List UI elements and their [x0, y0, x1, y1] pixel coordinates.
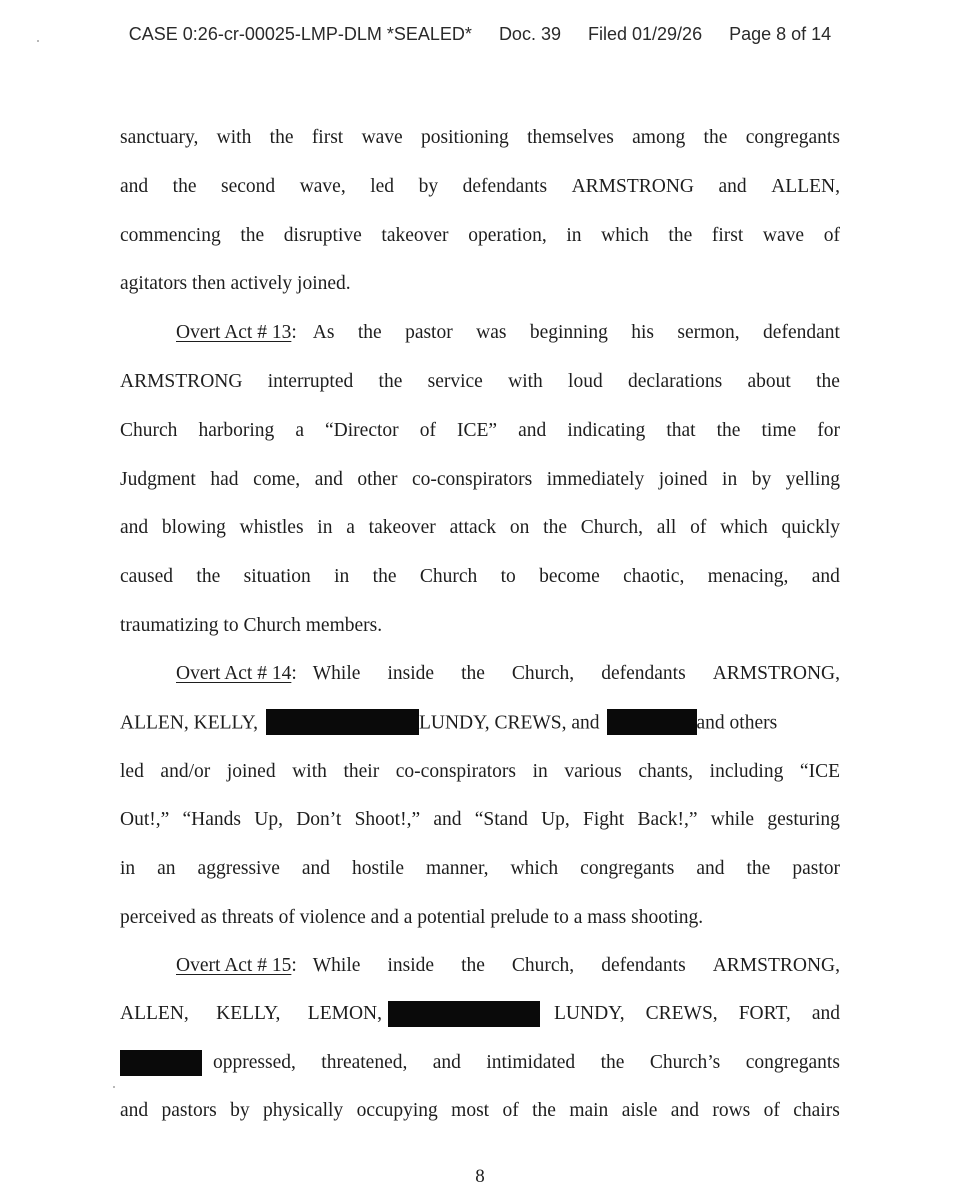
text-line — [120, 857, 840, 881]
text-line — [120, 1099, 840, 1123]
text-line — [120, 808, 840, 832]
text-line — [120, 760, 840, 784]
word: whistles — [239, 517, 304, 538]
word: chairs — [793, 1100, 840, 1121]
word: that — [666, 420, 696, 441]
word: Church’s — [649, 1052, 721, 1073]
word: “Director — [325, 420, 399, 441]
word: Church — [419, 566, 478, 587]
word: the — [461, 955, 485, 976]
word: time — [761, 420, 797, 441]
word: Back!,” — [637, 809, 698, 830]
text-line — [120, 175, 840, 199]
word: blowing — [161, 517, 226, 538]
word: congregants — [745, 127, 840, 148]
word: which — [720, 517, 768, 538]
word: and — [120, 176, 149, 197]
word: ALLEN, — [771, 176, 840, 197]
word: the — [378, 371, 403, 392]
word: gesturing — [767, 809, 840, 830]
word: LEMON, — [307, 1003, 382, 1024]
word: As — [312, 322, 335, 343]
text-line — [120, 126, 840, 150]
word: of — [690, 517, 707, 538]
word: hostile — [351, 858, 404, 879]
overt-act-heading: Overt Act # 14: — [176, 663, 297, 684]
word: takeover — [381, 225, 449, 246]
word: the — [172, 176, 197, 197]
word: joined — [658, 469, 708, 490]
word: wave — [762, 225, 805, 246]
word: the — [816, 371, 840, 392]
word: operation, — [468, 225, 547, 246]
word: the — [600, 1052, 625, 1073]
word: loud — [568, 371, 603, 392]
word: takeover — [368, 517, 436, 538]
word: of — [419, 420, 436, 441]
word: the — [532, 1100, 556, 1121]
word: Fight — [583, 809, 625, 830]
word: themselves — [527, 127, 614, 148]
word: second — [221, 176, 276, 197]
word: sanctuary, — [120, 127, 199, 148]
word: on — [509, 517, 530, 538]
page-number: 8 — [475, 1166, 485, 1187]
word: most — [451, 1100, 490, 1121]
word: become — [539, 566, 600, 587]
word: the — [746, 858, 771, 879]
word: with — [508, 371, 543, 392]
text-line — [120, 516, 840, 540]
word: LUNDY, — [554, 1003, 625, 1024]
word: a — [346, 517, 355, 538]
word: about — [747, 371, 791, 392]
word: and — [670, 1100, 699, 1121]
word: commencing — [120, 225, 221, 246]
filed-date: Filed 01/29/26 — [588, 24, 703, 44]
text-line — [120, 419, 840, 443]
word: and — [433, 809, 462, 830]
word: wave, — [299, 176, 346, 197]
word: the — [668, 225, 693, 246]
word: ARMSTRONG, — [712, 663, 840, 684]
word: the — [372, 566, 397, 587]
word: immediately — [546, 469, 645, 490]
word: and — [120, 517, 149, 538]
text-line — [120, 468, 840, 492]
word: including — [709, 761, 784, 782]
page-of-total: Page 8 of 14 — [729, 24, 832, 44]
word: led — [370, 176, 395, 197]
word: pastor — [405, 322, 453, 343]
word: which — [601, 225, 649, 246]
word: and — [301, 858, 330, 879]
word: of — [502, 1100, 519, 1121]
word: pastors — [161, 1100, 217, 1121]
word: and — [432, 1052, 461, 1073]
word: co-conspirators — [412, 469, 533, 490]
redaction-block — [388, 1001, 540, 1027]
word: “Stand — [474, 809, 528, 830]
word: his — [631, 322, 654, 343]
word: a — [295, 420, 304, 441]
word: rows — [712, 1100, 751, 1121]
word: with — [216, 127, 252, 148]
word: and — [120, 1100, 149, 1121]
word: Out!,” — [120, 809, 170, 830]
word: harboring — [198, 420, 275, 441]
word: come, — [253, 469, 301, 490]
word: ICE” — [456, 420, 498, 441]
word: in — [722, 469, 738, 490]
word: Shoot!,” — [354, 809, 421, 830]
text-line: traumatizing to Church members. — [120, 615, 383, 636]
text-line: perceived as threats of violence and a potential prelude to a mass shooting. — [120, 907, 704, 928]
word: and — [314, 469, 343, 490]
word: aggressive — [197, 858, 280, 879]
word: which — [510, 858, 559, 879]
word: aisle — [621, 1100, 658, 1121]
word: the — [716, 420, 741, 441]
word: attack — [449, 517, 497, 538]
word: interrupted — [267, 371, 354, 392]
word: main — [569, 1100, 609, 1121]
word: oppressed, — [213, 1052, 296, 1073]
word: and/or — [160, 761, 211, 782]
word: occupying — [356, 1100, 438, 1121]
word: ALLEN, — [120, 1003, 189, 1024]
word: defendants — [601, 663, 686, 684]
word: with — [292, 761, 327, 782]
word: ARMSTRONG, — [712, 955, 840, 976]
word: of — [823, 225, 840, 246]
word: sermon, — [677, 322, 740, 343]
text-line-with-redactions — [120, 1001, 840, 1027]
word: of — [763, 1100, 780, 1121]
word: Up, — [254, 809, 283, 830]
text-line — [120, 370, 840, 394]
word: defendants — [601, 955, 686, 976]
word: the — [543, 517, 567, 538]
word: for — [817, 420, 840, 441]
overt-act-15-first-line — [176, 954, 840, 978]
word: caused — [120, 566, 174, 587]
word: Church, — [580, 517, 644, 538]
word: the — [269, 127, 294, 148]
word: “ICE — [799, 761, 840, 782]
overt-act-heading: Overt Act # 13: — [176, 322, 297, 343]
word: by — [230, 1100, 250, 1121]
word: menacing, — [707, 566, 789, 587]
word: in — [532, 761, 548, 782]
text-line-with-redactions: ALLEN, KELLY, LUNDY, CREWS, and and others — [120, 711, 840, 737]
redaction-block — [607, 709, 697, 735]
word: ARMSTRONG — [571, 176, 695, 197]
word: FORT, — [738, 1003, 791, 1024]
word: all — [656, 517, 677, 538]
word: disruptive — [283, 225, 362, 246]
word: defendants — [462, 176, 548, 197]
word: congregants — [580, 858, 675, 879]
word: the — [240, 225, 265, 246]
word: in — [334, 566, 350, 587]
word: joined — [226, 761, 276, 782]
word: an — [157, 858, 176, 879]
text-line — [120, 224, 840, 248]
word: “Hands — [182, 809, 241, 830]
word: led — [120, 761, 144, 782]
word: wave — [361, 127, 403, 148]
word: and — [811, 1003, 840, 1024]
overt-act-heading: Overt Act # 15: — [176, 955, 297, 976]
word: Church — [120, 420, 178, 441]
word: positioning — [421, 127, 509, 148]
document-number: Doc. 39 — [498, 24, 561, 44]
text-line — [120, 565, 840, 589]
word: and — [718, 176, 747, 197]
word: was — [476, 322, 507, 343]
word: quickly — [781, 517, 840, 538]
word: pastor — [792, 858, 840, 879]
word: While — [312, 663, 361, 684]
word: among — [632, 127, 686, 148]
word: the — [357, 322, 382, 343]
case-header — [0, 24, 960, 45]
word: service — [427, 371, 483, 392]
word: by — [418, 176, 439, 197]
word: by — [751, 469, 772, 490]
overt-act-14-first-line — [176, 662, 840, 686]
word: indicating — [567, 420, 646, 441]
word: declarations — [627, 371, 723, 392]
word: KELLY, — [216, 1003, 281, 1024]
word: their — [343, 761, 380, 782]
word: and — [518, 420, 547, 441]
word: inside — [387, 663, 435, 684]
word: chaotic, — [623, 566, 685, 587]
word: defendant — [763, 322, 840, 343]
word: to — [500, 566, 516, 587]
word: first — [311, 127, 344, 148]
word: inside — [387, 955, 435, 976]
overt-act-13-first-line — [176, 321, 840, 345]
text-line-with-redactions — [120, 1050, 840, 1076]
word: in — [317, 517, 333, 538]
word: physically — [263, 1100, 344, 1121]
word: manner, — [425, 858, 489, 879]
word: Church, — [511, 955, 575, 976]
word: chants, — [638, 761, 694, 782]
word: While — [312, 955, 361, 976]
word: had — [210, 469, 239, 490]
word: while — [710, 809, 755, 830]
word: in — [120, 858, 136, 879]
word: the — [703, 127, 728, 148]
word: and — [811, 566, 840, 587]
redaction-block — [266, 709, 419, 735]
case-number: CASE 0:26-cr-00025-LMP-DLM *SEALED* — [128, 24, 472, 44]
word: Don’t — [296, 809, 342, 830]
word: Judgment — [120, 469, 196, 490]
word: and — [696, 858, 725, 879]
word: first — [711, 225, 744, 246]
word: ARMSTRONG — [120, 371, 243, 392]
word: various — [564, 761, 622, 782]
word: situation — [243, 566, 311, 587]
redaction-block — [120, 1050, 202, 1076]
word: Church, — [511, 663, 575, 684]
word: in — [566, 225, 582, 246]
word: co-conspirators — [395, 761, 516, 782]
text-line: agitators then actively joined. — [120, 273, 351, 294]
word: congregants — [745, 1052, 840, 1073]
word: intimidated — [486, 1052, 576, 1073]
word: CREWS, — [645, 1003, 718, 1024]
word: the — [461, 663, 485, 684]
word: the — [196, 566, 221, 587]
word: beginning — [529, 322, 608, 343]
word: threatened, — [321, 1052, 408, 1073]
word: Up, — [541, 809, 570, 830]
word: yelling — [785, 469, 840, 490]
word: other — [357, 469, 398, 490]
